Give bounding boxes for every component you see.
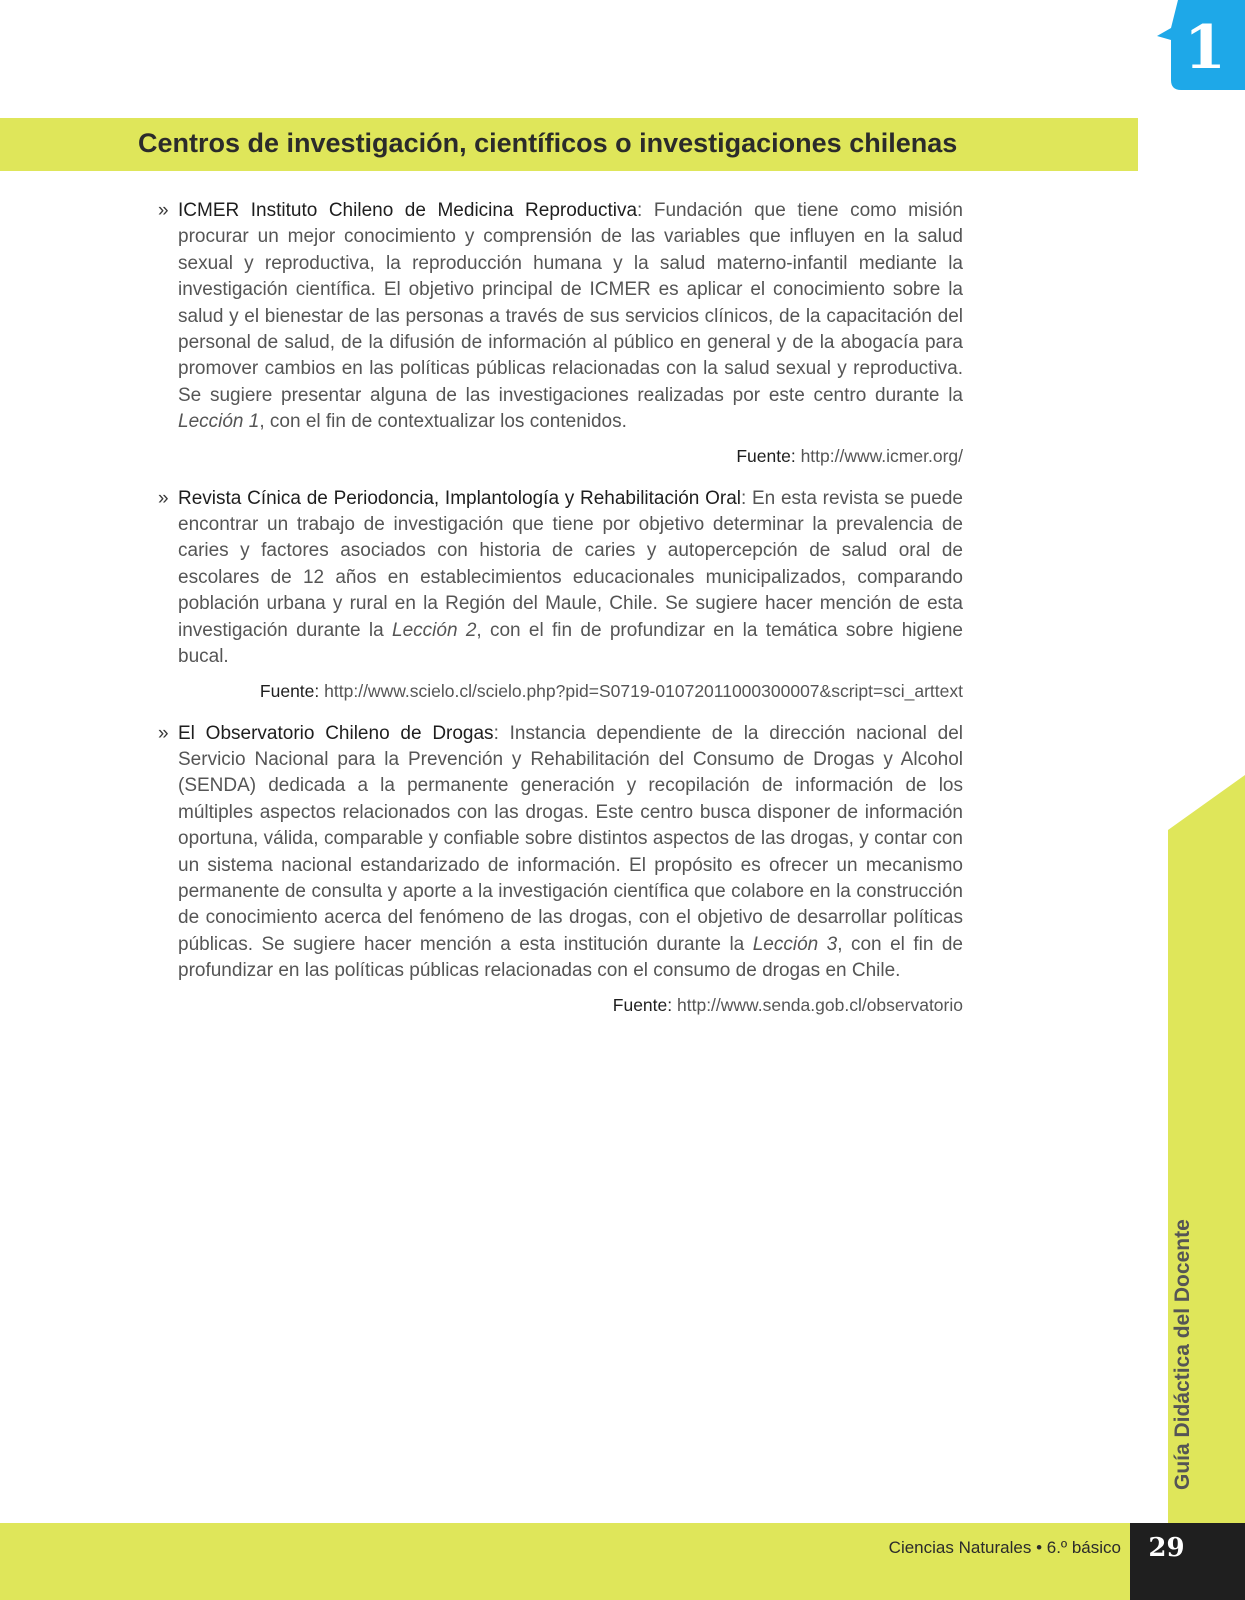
entry-description-end: , con el fin de profundizar en las políticas públicas relacionadas con el consumo de drogas en Chile.	[178, 933, 964, 982]
source-label: Fuente:	[612, 994, 673, 1015]
source-line	[178, 444, 963, 468]
list-item	[158, 486, 963, 703]
entry-description: : En esta revista se puede encontrar un trabajo de investigación que tiene por objetivo determinar la prevalencia de caries y factores asociados con historia de caries y autopercepción de salud oral de escolares de 12 años en establecimientos educacionales municipalizados, comparando población urbana y rural en la Región del Maule, Chile. Se sugiere hacer mención de esta investigación durante la	[178, 487, 963, 641]
page-title: Centros de investigación, científicos o investigaciones chilenas	[138, 128, 958, 158]
source-url[interactable]: http://www.senda.gob.cl/observatorio	[677, 994, 963, 1015]
source-line	[178, 679, 963, 703]
lesson-reference: Lección 2	[392, 619, 477, 641]
source-label: Fuente:	[736, 445, 796, 466]
entry-description: : Instancia dependiente de la dirección nacional del Servicio Nacional para la Prevención y Rehabilitación del Consumo de Drogas y Alcohol (SENDA) dedicada a la permanente generación y recopilación de información de los múltiples aspectos relacionados con las drogas. Este centro busca disponer de información oportuna, válida, comparable y confiable sobre distintos aspectos de las drogas, y contar con un sistema nacional estandarizado de información. El propósito es ofrecer un mecanismo permanente de consulta y aporte a la investigación científica que colabore en la construcción de conocimiento acerca del fenómeno de las drogas, con el objetivo de desarrollar políticas públicas. Se sugiere hacer mención a esta institución durante la	[178, 722, 963, 955]
entry-text	[178, 486, 963, 671]
footer-band	[0, 1523, 1245, 1600]
entry-description: : Fundación que tiene como misión procurar un mejor conocimiento y comprensión de las variables que influyen en la salud sexual y reproductiva, la reproducción humana y la salud materno-infantil mediante la investigación científica. El objetivo principal de ICMER es aplicar el conocimiento sobre la salud y el bienestar de las personas a través de sus servicios clínicos, de la capacitación del personal de salud, de la difusión de información al público en general y de la abogacía para promover cambios en las políticas públicas relacionadas con la salud sexual y reproductiva. Se sugiere presentar alguna de las investigaciones realizadas por este centro durante la	[178, 200, 963, 406]
list-item	[158, 721, 963, 1017]
page-number: 29	[1148, 1533, 1185, 1563]
entry-name: Revista Cínica de Periodoncia, Implantología y Rehabilitación Oral	[178, 487, 741, 509]
entry-text	[178, 721, 963, 985]
source-url[interactable]: http://www.scielo.cl/scielo.php?pid=S0719-01072011000300007&script=sci_arttext	[324, 680, 963, 701]
source-label: Fuente:	[259, 680, 320, 701]
source-url[interactable]: http://www.icmer.org/	[800, 445, 963, 466]
source-line	[178, 993, 963, 1017]
bullet-marker: »	[158, 722, 169, 744]
list-item	[158, 198, 963, 468]
sidebar-label: Guía Didáctica del Docente	[1171, 1219, 1194, 1490]
entry-name: ICMER Instituto Chileno de Medicina Reproductiva	[178, 200, 638, 221]
entry-name: El Observatorio Chileno de Drogas	[178, 722, 494, 744]
entry-text	[178, 198, 963, 436]
footer-subject: Ciencias Naturales • 6.º básico	[888, 1538, 1121, 1557]
entry-description-end: , con el fin de contextualizar los contenidos.	[259, 411, 627, 433]
bullet-marker: »	[158, 200, 169, 221]
bullet-marker: »	[158, 487, 169, 509]
unit-number: 1	[1184, 13, 1226, 83]
content-list	[158, 198, 963, 1035]
entry-description-end: , con el fin de profundizar en la temática sobre higiene bucal.	[178, 619, 963, 668]
lesson-reference: Lección 3	[752, 933, 838, 955]
lesson-reference: Lección 1	[178, 411, 260, 433]
unit-tab	[1153, 0, 1245, 90]
